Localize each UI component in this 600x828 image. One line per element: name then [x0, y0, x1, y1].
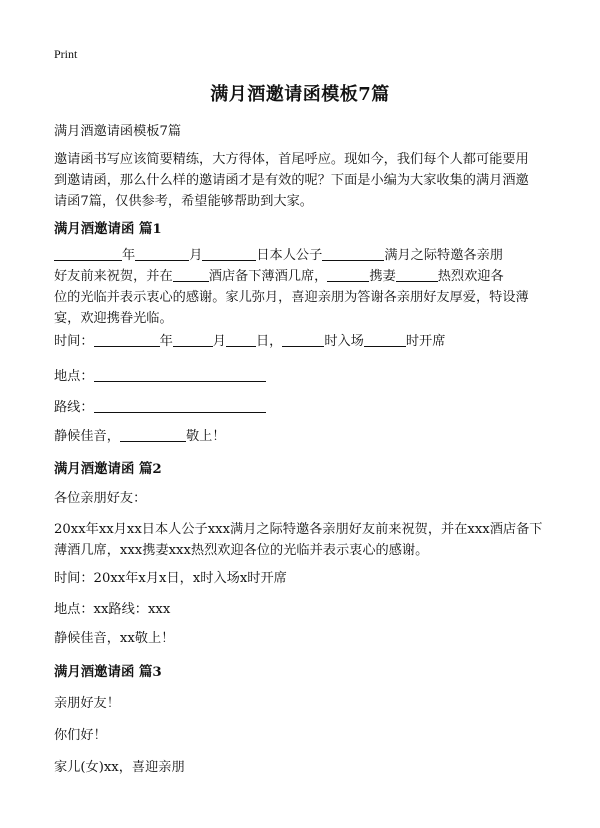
s1-time-day: 日， — [255, 334, 283, 349]
section-2-body — [54, 519, 546, 561]
blank-field — [120, 427, 186, 442]
blank-field — [202, 246, 256, 261]
s1-tail-text: 满月之际特邀各亲朋 — [384, 248, 503, 263]
print-label: Print — [54, 47, 78, 61]
s2-line-2: 薄酒几席，xxx携妻xxx热烈欢迎各位的光临并表示衷心的感谢。 — [54, 543, 429, 558]
s1-place-label: 地点： — [54, 369, 94, 384]
blank-field — [226, 332, 256, 347]
section-1-heading: 满月酒邀请函 篇1 — [54, 221, 162, 237]
s1-time-line — [54, 331, 554, 352]
s1-line-1 — [54, 245, 546, 266]
blank-field — [173, 267, 209, 282]
s1-route-line — [54, 397, 554, 418]
blank-field — [54, 246, 122, 261]
s1-time-year: 年 — [159, 334, 173, 349]
s2-line-1: 20xx年xx月xx日本人公子xxx满月之际特邀各亲朋好友前来祝贺，并在xxx酒店备下 — [54, 522, 543, 537]
s1-time-label: 时间： — [54, 334, 94, 349]
s2-place-line: 地点：xx路线：xxx — [54, 602, 171, 617]
blank-field — [282, 332, 324, 347]
s1-place-line — [54, 366, 554, 387]
s2-closing-line: 静候佳音，xx敬上！ — [54, 631, 175, 646]
s1-route-label: 路线： — [54, 400, 94, 415]
s1-closing-a: 静候佳音， — [54, 429, 120, 444]
s1-time-enter: 时入场 — [324, 334, 364, 349]
s1-time-start: 时开席 — [405, 334, 446, 349]
blank-field — [173, 332, 213, 347]
blank-field — [135, 246, 189, 261]
blank-field — [327, 267, 369, 282]
blank-field — [396, 267, 438, 282]
s1-month-text: 月 — [189, 248, 203, 263]
s1-line2-a: 好友前来祝贺，并在 — [54, 269, 173, 284]
s1-line-2 — [54, 266, 546, 287]
intro-line-2: 到邀请函，那么什么样的邀请函才是有效的呢？下面是小编为大家收集的满月酒邀 — [54, 173, 529, 188]
s1-closing-b: 敬上！ — [185, 429, 226, 444]
s1-day-text: 日本人公子 — [256, 248, 323, 263]
s3-greeting: 亲朋好友！ — [54, 696, 120, 711]
blank-field — [94, 398, 266, 413]
s1-line-4: 宴，欢迎携眷光临。 — [54, 311, 173, 326]
blank-field — [94, 367, 266, 382]
document-title: 满月酒邀请函模板7篇 — [210, 84, 390, 105]
s3-hello: 你们好！ — [54, 728, 107, 743]
blank-field — [364, 332, 406, 347]
blank-field — [94, 332, 160, 347]
s1-line2-b: 酒店备下薄酒几席， — [208, 269, 328, 284]
blank-field — [322, 246, 384, 261]
intro-line-3: 请函7篇，仅供参考，希望能够帮助到大家。 — [54, 194, 313, 209]
s3-family-line: 家儿(女)xx，喜迎亲朋 — [54, 760, 185, 775]
s1-year-text: 年 — [122, 248, 136, 263]
section-2-heading: 满月酒邀请函 篇2 — [54, 461, 162, 477]
s2-greeting: 各位亲朋好友： — [54, 491, 147, 506]
s1-closing-line — [54, 426, 554, 447]
s1-time-month: 月 — [212, 334, 226, 349]
s1-line-3: 位的光临并表示衷心的感谢。家儿弥月，喜迎亲朋为答谢各亲朋好友厚爱，特设薄 — [54, 290, 529, 305]
intro-line-1: 邀请函书写应该简要精练，大方得体，首尾呼应。现如今，我们每个人都可能要用 — [54, 152, 529, 167]
section-3-heading: 满月酒邀请函 篇3 — [54, 664, 162, 680]
s1-line2-d: 热烈欢迎各 — [437, 269, 504, 284]
section-1-body — [54, 245, 546, 329]
document-subtitle: 满月酒邀请函模板7篇 — [54, 124, 182, 139]
s1-line2-c: 携妻 — [369, 269, 396, 284]
intro-paragraph — [54, 149, 546, 212]
s2-time-line: 时间：20xx年x月x日，x时入场x时开席 — [54, 571, 287, 586]
